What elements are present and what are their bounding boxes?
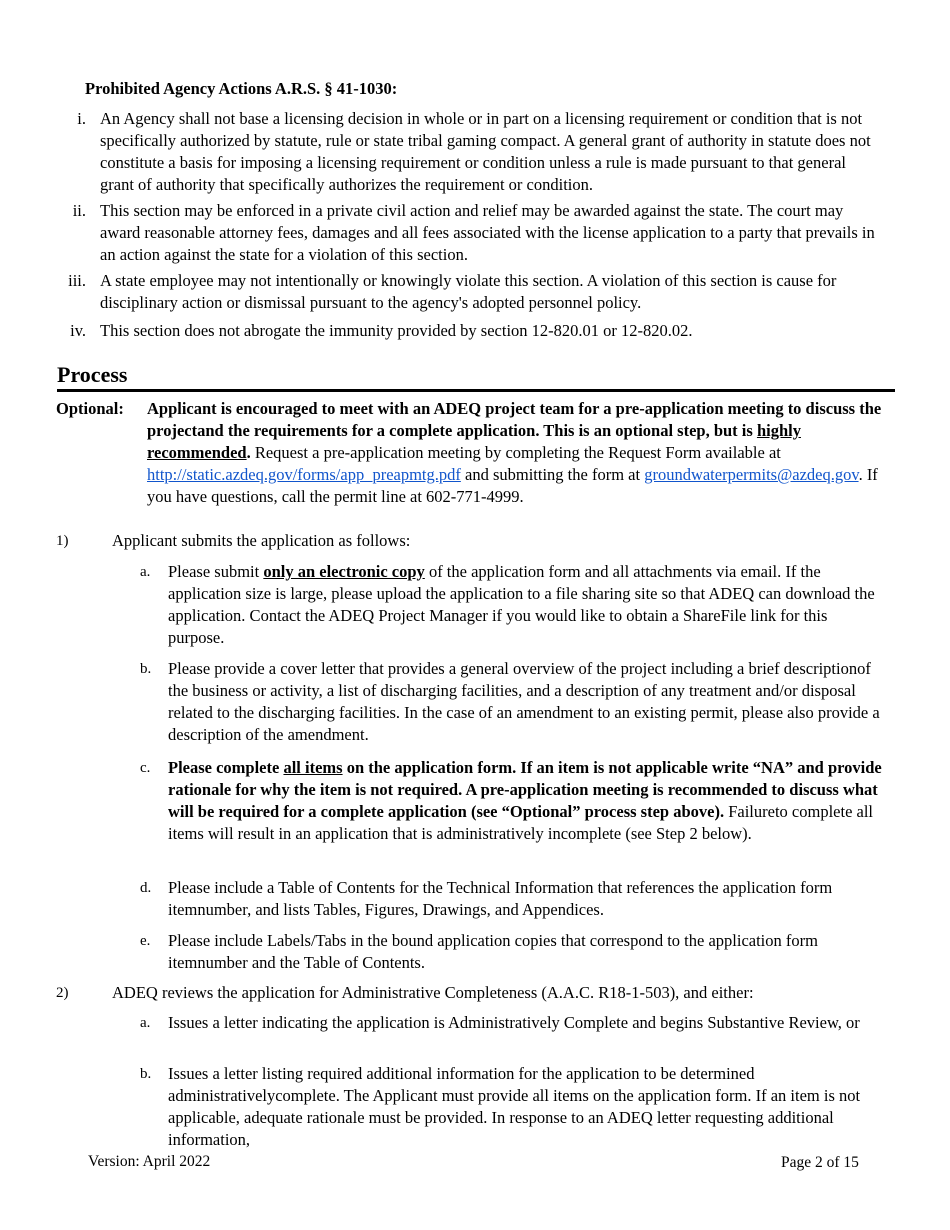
preapp-form-link[interactable]: http://static.azdeq.gov/forms/app_preapmtg.pdf	[147, 465, 461, 484]
sub-item-text: Issues a letter listing required additional information for the application to be determined administrativelycomplete. The Applicant must provide all items on the application form. If an item is not applicable, adequate rationale must be provided. In response to an ADEQ letter requesting additional information,	[168, 1064, 861, 1149]
list-item-number: ii.	[72, 201, 86, 220]
list-item-number: iii.	[68, 271, 86, 290]
sub-item-letter: e.	[140, 933, 151, 949]
optional-bold-intro: Applicant is encouraged to meet with an ADEQ project team for a pre-application meeting to discuss the projectand the requirements for a complete application. This is an optional step, but is	[147, 399, 882, 440]
list-item-text: This section does not abrogate the immunity provided by section 12-820.01 or 12-820.02.	[100, 321, 693, 340]
optional-bold-period: .	[246, 443, 251, 462]
sub-item-text	[168, 561, 882, 649]
sub-item-text: Please include a Table of Contents for the Technical Information that references the application form itemnumber, and lists Tables, Figures, Drawings, and Appendices.	[168, 878, 833, 919]
optional-text: and submitting the form at	[460, 465, 645, 484]
optional-label: Optional:	[56, 399, 124, 418]
step-text: Applicant submits the application as follows:	[112, 531, 411, 550]
sub-item-letter: b.	[140, 1066, 152, 1082]
all-items-emphasis: all items	[283, 758, 343, 777]
process-heading: Process	[57, 361, 895, 392]
prohibited-heading: Prohibited Agency Actions A.R.S. § 41-1030:	[85, 79, 398, 98]
sub-item-letter: c.	[140, 760, 151, 776]
email-link[interactable]: groundwaterpermits@azdeq.gov	[644, 465, 859, 484]
sub-bold-text: on the application form. If an item is not applicable write “NA” and provide rationale for why the item is not required. A pre-application meeting is recommended to discuss what will be required for a complete application (see “Optional” process step above).	[168, 758, 882, 821]
list-item-text: A state employee may not intentionally or knowingly violate this section. A violation of this section is cause for disciplinary action or dismissal pursuant to the agency's adopted personnel policy.	[100, 271, 837, 312]
sub-item-letter: a.	[140, 1015, 151, 1031]
step-number: 1)	[56, 533, 69, 549]
footer-page-number: Page 2 of 15	[781, 1154, 859, 1171]
optional-paragraph	[147, 398, 882, 508]
highly-recommended: highly recommended	[147, 421, 801, 462]
electronic-copy-emphasis: only an electronic copy	[263, 562, 425, 581]
sub-text: of the application form and all attachments via email. If the application size is large, please upload the application to a file sharing site so that ADEQ can download the application. Contact the ADEQ Project Manager if you would like to obtain a ShareFile link for this purpose.	[168, 562, 875, 647]
sub-item-letter: a.	[140, 564, 151, 580]
sub-item-letter: b.	[140, 661, 152, 677]
step-number: 2)	[56, 985, 69, 1001]
sub-item-text: Please provide a cover letter that provides a general overview of the project including a brief descriptionof the business or activity, a list of discharging facilities, and a description of any treatment and/or disposal related to the discharging facilities. In the case of an amendment to an existing permit, please also provide a description of the amendment.	[168, 659, 880, 744]
optional-text: Request a pre-application meeting by completing the Request Form available at	[250, 443, 781, 462]
sub-item-text: Issues a letter indicating the application is Administratively Complete and begins Substantive Review, or	[168, 1013, 860, 1032]
footer-version: Version: April 2022	[88, 1153, 211, 1170]
optional-text: . If you have questions, call the permit line at 602-771-4999.	[147, 465, 878, 506]
sub-bold-text: Please complete	[168, 758, 284, 777]
sub-item-letter: d.	[140, 880, 152, 896]
sub-item-text	[168, 757, 882, 845]
sub-item-text: Please include Labels/Tabs in the bound application copies that correspond to the application form itemnumber and the Table of Contents.	[168, 931, 818, 972]
sub-text: Please submit	[168, 562, 264, 581]
list-item-number: i.	[77, 109, 86, 128]
list-item-text: This section may be enforced in a private civil action and relief may be awarded against the state. The court may award reasonable attorney fees, damages and all fees associated with the license application to a party that prevails in an action against the state for a violation of this section.	[100, 201, 875, 264]
list-item-text: An Agency shall not base a licensing decision in whole or in part on a licensing requirement or condition that is not specifically authorized by statute, rule or state tribal gaming compact. A general grant of authority in statute does not constitute a basis for imposing a licensing requirement or condition unless a rule is made pursuant to that general grant of authority that specifically authorizes the requirement or condition.	[100, 109, 871, 194]
step-text: ADEQ reviews the application for Administrative Completeness (A.A.C. R18-1-503), and either:	[112, 983, 754, 1002]
sub-text: Failureto complete all items will result in an application that is administratively incomplete (see Step 2 below).	[168, 802, 874, 843]
list-item-number: iv.	[70, 321, 86, 340]
